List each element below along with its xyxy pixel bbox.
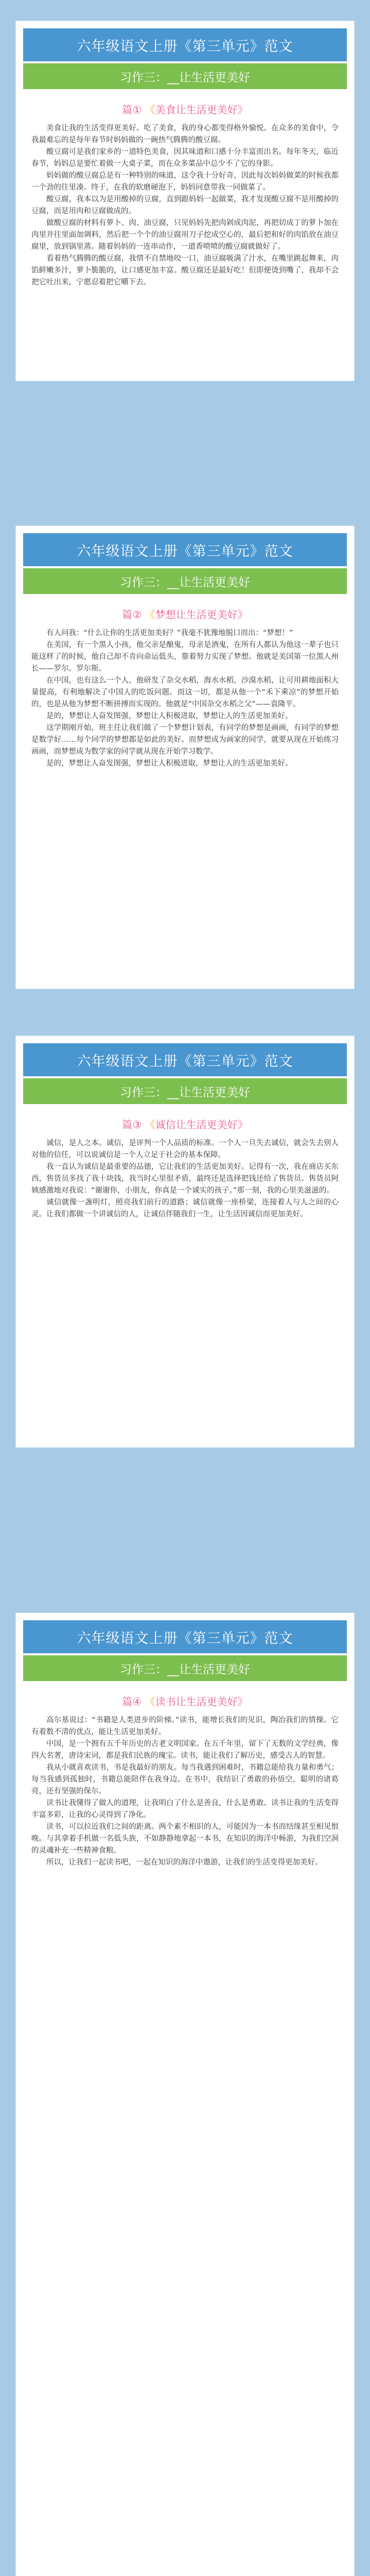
essay-card-2 — [15, 526, 355, 989]
paragraph: 这学期刚开始，班主任让我们做了一个梦想计划表，有同学的梦想是画画，有同学的梦想是数学好……每个同学的梦想都是如此的美好。而梦想成为画家的同学，就要从现在开始练习画画，而梦想成为数学家的同学就从现在开始学习数学。 — [31, 724, 339, 756]
essay-icon: 《 — [145, 104, 155, 116]
paragraph: 做酸豆腐的材料有萝卜、肉、油豆腐，只见妈妈先把肉剁成肉泥，再把切成丁的萝卜加在肉里并往里面加调料，然后把一个个的油豆腐用刀子挖成空心的，最后把和好的肉馅放在油豆腐里，放到锅里蒸。随着妈妈的一连串动作，一道香喷喷的酸豆腐就做好了。 — [31, 219, 339, 251]
essay-title — [24, 606, 346, 621]
paragraph: 所以，让我们一起读书吧，一起在知识的海洋中遨游，让我们的生活变得更加美好。 — [46, 1858, 323, 1867]
paragraph: 看着热气腾腾的酸豆腐，我情不自禁地咬一口，油豆腐吸满了汁水，在嘴里跳起舞来，肉馅鲜嫩多汁，萝卜脆脆的，让口感更加丰富。酸豆腐还是最好吃！但即便烫到嘴了，我却不会把它吐出来，宁愿忍着把它嚼下去。 — [31, 255, 339, 286]
essay-keyword: 读书 — [155, 1696, 176, 1708]
essay-title-suffix: 让生活更美好》 — [175, 104, 248, 116]
essay-number: 篇④ — [122, 1696, 142, 1708]
paragraph: 美食让我的生活变得更美好。吃了美食，我的身心都变得格外愉悦。在众多的美食中，令我最难忘的是每年春节时妈妈做的一碗热气腾腾的酸豆腐。 — [31, 124, 339, 144]
paragraph: 读书，可以拉近我们之间的距离。两个素不相识的人，可能因为一本书而结缘甚至相见恨晚。与其拿着手机做一名低头族，不如静静地拿起一本书，在知识的海洋中畅游，为我们空洞的灵魂补充一些精神食粮。 — [31, 1823, 339, 1855]
essay-card-3 — [15, 1036, 355, 1448]
essay-icon: 《 — [145, 1118, 155, 1131]
essay-icon: 《 — [145, 1696, 155, 1708]
paragraph: 诚信，是人之本。诚信，是评判一个人品质的标准。一个人一旦失去诚信，就会失去别人对他的信任，可以说诚信是一个人立足于社会的基本保障。 — [31, 1139, 339, 1159]
paragraph: 酸豆腐，我本以为是用酸掉的豆腐，直到跟妈妈一起做菜，我才发现酸豆腐不是用酸掉的豆腐，而是用肉和豆腐做成的。 — [31, 195, 339, 215]
essay-card-4 — [15, 1613, 355, 2576]
essay-number: 篇③ — [122, 1118, 142, 1131]
paragraph: 在美国，有一个黑人小孩，他父亲是酿鬼，母亲是酒鬼，在所有人都认为他这一辈子也只能这样了的时候，他自己却不肯向命运低头，靠着努力实现了梦想。他就是美国第一位黑人州长——罗尔。罗尔斯。 — [31, 641, 339, 673]
essay-number: 篇① — [122, 104, 142, 116]
essay-icon: 《 — [145, 608, 155, 621]
page-banner: 六年级语文上册《第三单元》范文 — [23, 1043, 347, 1076]
page-banner: 六年级语文上册《第三单元》范文 — [23, 533, 347, 566]
paragraph: 是的，梦想让人奋发图强，梦想让人积极进取，梦想让人的生活更加美好。 — [46, 759, 293, 768]
paragraph: 是的，梦想让人奋发图强，梦想让人积极进取，梦想让人的生活更加美好。 — [46, 712, 293, 720]
essay-title — [24, 1693, 346, 1708]
subtitle-bar: 习作三：__让生活更美好 — [23, 568, 347, 594]
essay-card-1 — [15, 21, 355, 381]
paragraph: 我从小就喜欢读书，书是我最好的朋友。每当我遇到困难时，书籍总能给我力量和勇气；每当我感到孤独时，书籍总能陪伴在我身边。在书中，我结识了勇敢的孙悟空，聪明的诸葛亮，还有坚强的保尔。 — [31, 1764, 339, 1795]
essay-title — [24, 101, 346, 116]
essay-keyword: 诚信 — [155, 1118, 176, 1131]
subtitle-bar: 习作三：__让生活更美好 — [23, 1655, 347, 1681]
subtitle-bar: 习作三：__让生活更美好 — [23, 1078, 347, 1104]
essay-title-suffix: 让生活更美好》 — [175, 608, 248, 621]
paragraph: 酸豆腐可是我们家乡的一道特色美食，因其味道和口感十分丰富而出名。每年冬天，临近春节，妈妈总是要忙着做一大桌子菜，而在众多菜品中总少不了它的身影。 — [31, 148, 339, 168]
page-banner: 六年级语文上册《第三单元》范文 — [23, 1620, 347, 1653]
essay-title — [24, 1116, 346, 1131]
subtitle-bar: 习作三：__让生活更美好 — [23, 63, 347, 89]
essay-title-suffix: 让生活更美好》 — [175, 1118, 248, 1131]
paragraph: 读书让我懂得了做人的道理，让我明白了什么是善良，什么是勇敢。读书让我的生活变得丰富多彩，让我的心灵得到了净化。 — [31, 1799, 339, 1819]
essay-title-suffix: 让生活更美好》 — [175, 1696, 248, 1708]
page-banner: 六年级语文上册《第三单元》范文 — [23, 28, 347, 61]
paragraph: 有人问我：“什么让你的生活更加美好？”我毫不犹豫地脱口而出：“梦想！” — [46, 629, 293, 637]
essay-number: 篇② — [122, 608, 142, 621]
paragraph: 诚信就像一盏明灯，照亮我们前行的道路；诚信就像一座桥梁，连接着人与人之间的心灵。让我们都做一个讲诚信的人，让诚信伴随我们一生，让生活因诚信而更加美好。 — [31, 1198, 339, 1218]
essay-keyword: 美食 — [155, 104, 176, 116]
paragraph: 高尔基说过：“书籍是人类进步的阶梯。”读书，能增长我们的见识，陶冶我们的情操。它有着数不清的优点，能让生活更加美好。 — [31, 1716, 339, 1736]
paragraph: 在中国，也有这么一个人，他研发了杂交水稻，海水水稻，沙漠水稻，让可用耕地面积大量提高，有利地解决了中国人的吃饭问题。而这一切，都是从他一个“禾下乘凉”的梦想开始的，也是从他为梦想不断拼搏而实现的。他就是“中国杂交水稻之父”——袁隆平。 — [31, 676, 339, 708]
paragraph: 中国，是一个拥有五千年历史的古老文明国家。在五千年里，留下了无数的文学经典，像四大名著，唐诗宋词，都是我们民族的瑰宝。读书，能让我们了解历史，感受古人的智慧。 — [31, 1740, 339, 1760]
paragraph: 妈妈做的酸豆腐总是有一种特别的味道，这令我十分好奇，因此每次妈妈做菜的时候我都一个劲的往里凑。终于，在我的软磨硬泡下，妈妈同意带我一同做菜了。 — [31, 172, 339, 192]
paragraph: 我一直认为诚信是最重要的品德，它让我们的生活更加美好。记得有一次，我在商店买东西，售货员多找了我十块钱，我当时心里很矛盾，最终还是选择把钱还给了售货员。售货员阿姨感激地对我说：“谢谢你，小朋友，你真是一个诚实的孩子。”那一刻，我的心里美滋滋的。 — [31, 1163, 339, 1195]
essay-keyword: 梦想 — [155, 608, 176, 621]
